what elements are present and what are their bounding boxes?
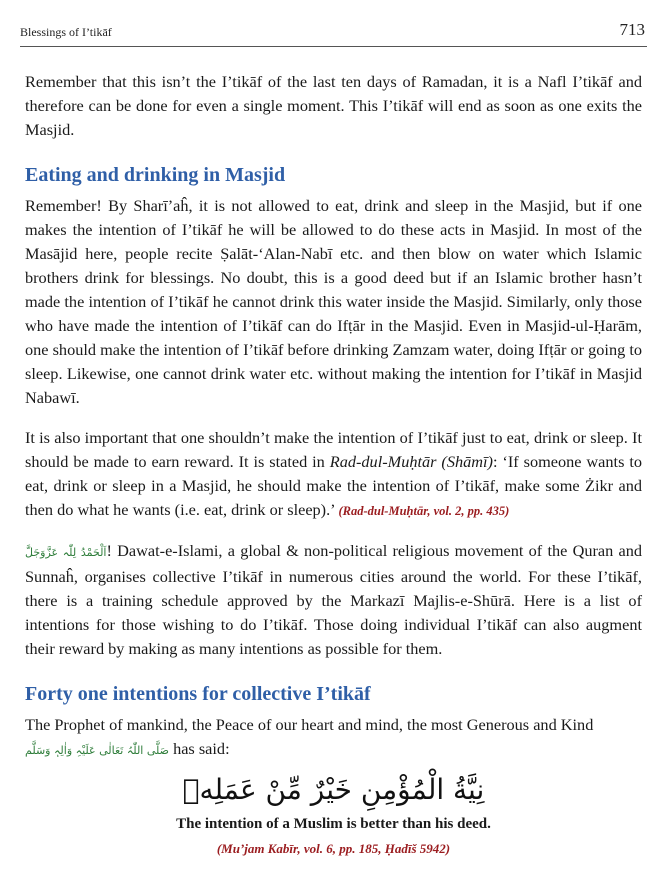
para2-text-a: It is also important that one shouldn’t make the intention of I’tikāf just to eat, drink or sleep. It should be made to earn reward. It is stated in: [25, 428, 642, 471]
arabic-praise: اَلْحَمْدُ لِلّٰہ عَزَّوَجَلَّ: [25, 546, 107, 559]
hadith-citation: (Mu’jam Kabīr, vol. 6, pp. 185, Ḥadīš 5942): [216, 841, 451, 856]
section-heading-eating: Eating and drinking in Masjid: [25, 164, 286, 186]
intro-paragraph: Remember that this isn’t the I’tikāf of the last ten days of Ramadan, it is a Nafl I’tikāf and therefore can be done for even a single moment. This I’tikāf will end as soon as one exits the Masjid.: [25, 72, 642, 139]
intentions-paragraph: [25, 713, 642, 763]
page-header: [20, 20, 647, 47]
hadith-translation: The intention of a Muslim is better than his deed.: [176, 816, 491, 832]
section-heading-intentions: Forty one intentions for collective I’tikāf: [25, 683, 371, 705]
source-title: Rad-dul-Muḥtār (Shāmī): [329, 452, 493, 471]
eating-paragraph-3: [25, 539, 642, 661]
reference-citation: (Rad-dul-Muḥtār, vol. 2, pp. 435): [338, 504, 510, 518]
eating-paragraph-1: Remember! By Sharī’aĥ, it is not allowed to eat, drink and sleep in the Masjid, but if one makes the intention of I’tikāf he will be allowed to do these acts in Masjid. In most of the Masājid here, people recite Ṣalāt-‘Alan-Nabī etc. and then blow on water which Islamic brothers drink for blessings. No doubt, this is a good deed but if an Islamic brother hasn’t made the intention of I’tikāf he cannot drink this water inside the Masjid. Similarly, only those who have made the intention of I’tikāf can do Ifṭār in the Masjid. Even in Masjid-ul-Ḥarām, one should make the intention of I’tikāf before drinking Zamzam water, doing Ifṭār or going to sleep. Likewise, one cannot drink water etc. without making the intention for I’tikāf in Masjid Nabawī.: [25, 196, 642, 407]
page-number: 713: [619, 20, 645, 39]
said-text: has said:: [169, 739, 230, 758]
page-content: [25, 70, 642, 857]
running-title: Blessings of I’tikāf: [20, 25, 112, 39]
hadith-arabic: نِيَّةُ الْمُؤْمِنِ خَيْرٌ مِّنْ عَمَلِهٖ: [182, 773, 485, 806]
arabic-salutation: صَلَّی اللّٰہُ تَعَالٰی عَلَیْہِ وَاٰلِہٖ وَسَلَّم: [25, 744, 169, 757]
prophet-text: The Prophet of mankind, the Peace of our heart and mind, the most Generous and Kind: [25, 715, 594, 734]
para3-text: ! Dawat-e-Islami, a global & non-political religious movement of the Quran and Sunnaĥ, organises collective I’tikāf in numerous cities around the world. For these I’tikāf, there is a training schedule approved by the Markazī Majlis-e-Shūrā. Here is a list of intentions for those wishing to do I’tikāf. Those doing individual I’tikāf can also augment their reward by making as many intentions as possible for them.: [25, 541, 643, 658]
eating-paragraph-2: [25, 426, 642, 523]
para2-text-b: : ‘If someone wants to eat, drink or sleep in a Masjid, he should make the intention of I’tikāf, make some Żikr and then do what he wants (i.e. eat, drink or sleep).’: [25, 452, 643, 519]
